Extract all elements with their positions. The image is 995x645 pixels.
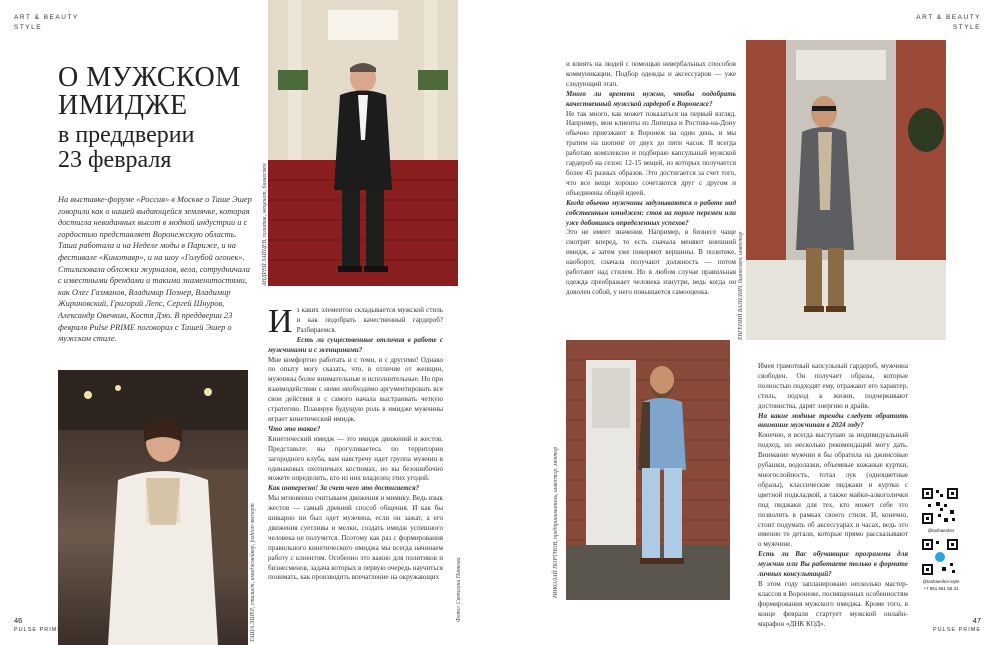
article-column-3 — [758, 362, 908, 629]
page-number-left: 46 — [14, 616, 23, 625]
photo-tasha-escher — [58, 370, 248, 645]
interview-question: Что это такое? — [268, 424, 321, 433]
article-title — [58, 64, 258, 173]
title-line: О МУЖСКОМ — [58, 62, 241, 93]
article-column-2 — [566, 60, 736, 298]
subsection-label: STYLE — [952, 24, 981, 31]
photo-credit: Фото: Светлана Панкова — [456, 557, 462, 622]
interview-answer: В этом году запланировано несколько мастер-классов в Воронеже, посвященных особенностям формирования мужского имиджа. Кроме того, в конце февраля стартует мужской онлайн-марафон «ДНК КОД». — [758, 579, 908, 628]
magazine-brand: PULSE PRIME — [14, 627, 62, 633]
interview-answer: и влиять на людей с помощью невербальных способов коммуникации. Подбор одежды и аксессуаров — уже следующий этап. — [566, 60, 736, 88]
photo-caption: НИКОЛАЙ ПОРТНОВ, предприниматель, инвестор, ментор — [553, 446, 559, 598]
interview-answer: Это не имеет значения. Например, в бизнесе чаще смотрят вперед, то есть сначала меняют внешний имидж, а затем уже покоряют вершины. В политике, наоборот, сначала получают должность — потом работают над стилем. Но в любом случае правильная одежда преображает человека изнутри, ведь когда он доволен собой, у него повышается самооценка. — [566, 228, 736, 296]
photo-caption: ТАША ЭШЕР, стилист, имиджмейкер, fashion-эксперт — [250, 503, 256, 642]
interview-answer: Имея грамотный капсульный гардероб, мужчина свободен. Он получает образы, которые полностью подходят ему, отражают его характер, стиль, подход к жизни, подчеркивают достоинства, дарят энергию и драйв. — [758, 362, 908, 410]
interview-question: На какие модные тренды следует обратить внимание мужчинам в 2024 году? — [758, 411, 908, 430]
qr-block — [918, 486, 964, 622]
article-intro: На выставке-форуме «Россия» в Москве о Таше Эшер говорили как о нашей выдающейся землячке, которая достигла невиданных высот в модной индустрии и с гордостью представляет Воронежскую область. Таша работала и на Неделе моды в Париже, и на фестивале «Кинотавр», и на шоу «Голубой огонек». Стилизовала обложки журналов, вела, сотрудничала с известными брендами и такими знаменитостями, как Олег Газманов, Владимир Познер, Владимир Жириновский, Григорий Лепс, Сергей Шнуров, Александр Овечкин, Костя Дзю. В преддверии 23 февраля Pulse PRIME поговорил с Ташей Эшер о мужском стиле. — [58, 195, 252, 344]
interview-answer: Не так много, как может показаться на первый взгляд. Например, мои клиенты из Липецка и Ростова-на-Дону обычно приезжают в Воронеж на один день, и мы тратим на шопинг от двух до пяти часов. Я всегда работаю комплексно и подбираю капсульный мужской гардероб на сезон: 12-15 вещей, из которых получается более 45 разных образов. Это достигается за счет того, что все вещи хорошо сочетаются друг с другом и объединены общей идеей. — [566, 109, 736, 197]
portrait-illustration — [746, 40, 946, 340]
photo-nikolay-portnov — [566, 340, 730, 600]
title-line: 23 февраля — [58, 147, 172, 173]
interview-answer: Мы мгновенно считываем движения и мимику. Ведь язык жестов — самый древний способ общения. И как бы шикарно ни был одет мужчина, если он зажат, а его движения суетливы и мелки, создать имидж успешного человека не получится. Поэтому как раз с формирования правильного кинетического имиджа мы всегда начинаем работу с клиентом. Особенно это важно для политиков и бизнесменов, задача которых в первую очередь научиться понимать, как производить впечатление на окружающих — [268, 494, 443, 582]
interview-answer: Кинетический имидж — это имидж движений и жестов. Представьте: вы прогуливаетесь по территории загородного клуба, вам навстречу идет группа мужчин в одинаковых охотничьих костюмах, но вы безошибочно можете определить, кто из них владелец этих угодий. — [268, 434, 443, 483]
qr-code-icon[interactable] — [920, 537, 960, 577]
portrait-illustration — [268, 0, 458, 286]
photo-caption: ЕВГЕНИЙ ВАЗИЛИН, бизнесмен, инвестор — [738, 231, 744, 340]
portrait-illustration — [566, 340, 730, 600]
section-header-left — [14, 13, 79, 33]
magazine-brand: PULSE PRIME — [933, 627, 981, 633]
interview-question: Как интересно! За счет чего это достигается? — [268, 484, 420, 493]
interview-answer: Конечно, я всегда выступаю за индивидуальный подход, но несколько рекомендаций могу дать. Внимание мужчин я бы обратила на джинсовые рубашки, водолазки, объемные кожаные куртки, многослойность, тотал лук (одноцветные образы), классические пиджаки и куртки с цветной подкладкой, а также майки-алкоголички под пиджаки для тех, кто может себе это позволить в рамках своего стиля. И, конечно, стоит подумать об аксессуарах и часах, ведь это именно те детали, которые прямо рассказывают о мужчине. — [758, 431, 908, 549]
qr-handle: @tashaesher — [927, 528, 955, 533]
photo-evgeny-vazilin — [746, 40, 946, 340]
interview-question: Много ли времени нужно, чтобы подобрать качественный мужской гардероб в Воронеже? — [566, 89, 736, 108]
article-column-1 — [268, 303, 443, 583]
portrait-illustration — [58, 370, 248, 645]
section-label: ART & BEAUTY — [14, 14, 79, 21]
subsection-label: STYLE — [14, 24, 43, 31]
paragraph-text: з каких элементов складывается мужской стиль и как подобрать качественный гардероб? Разбираемся. — [296, 306, 443, 334]
page-number-right: 47 — [972, 616, 981, 625]
qr-code-icon[interactable] — [920, 486, 960, 526]
photo-caption: АНДРЕЙ ЗАЙЦЕВ, политик, меценат, бизнесмен — [262, 163, 268, 286]
drop-cap: И — [268, 303, 293, 340]
interview-question: Когда обычно мужчины задумываются о работе над собственным имиджем: стоя на пороге перемен или уже добившись определенных успехов? — [566, 198, 736, 227]
interview-answer: Мне комфортно работать и с теми, и с другими! Однако по опыту могу сказать, что, в отличие от женщин, мужчины более внимательные и исполнительные. Но при взаимодействии с ними необходимо аргументировать все свои действия и с самого начала выстраивать четкую стратегию. Планируя будущую роль в имидже мужчины играет кинетический имидж. — [268, 355, 443, 423]
section-header-right — [916, 13, 981, 33]
lead-paragraph — [268, 303, 443, 340]
section-label: ART & BEAUTY — [916, 14, 981, 21]
title-line: ИМИДЖЕ — [58, 90, 188, 121]
interview-question: Есть ли существенные отличия в работе с мужчинами и с женщинами? — [268, 335, 443, 354]
interview-question: Есть ли Вас обучающие программы для мужчин или Вы работаете только в формате личных консультаций? — [758, 550, 908, 579]
qr-handle: @tashaesher.style — [922, 579, 960, 584]
photo-andrey-zaitsev — [268, 0, 458, 286]
title-line: в преддверии — [58, 122, 195, 148]
phone-number: +7 951 551 55 31 — [923, 586, 959, 591]
